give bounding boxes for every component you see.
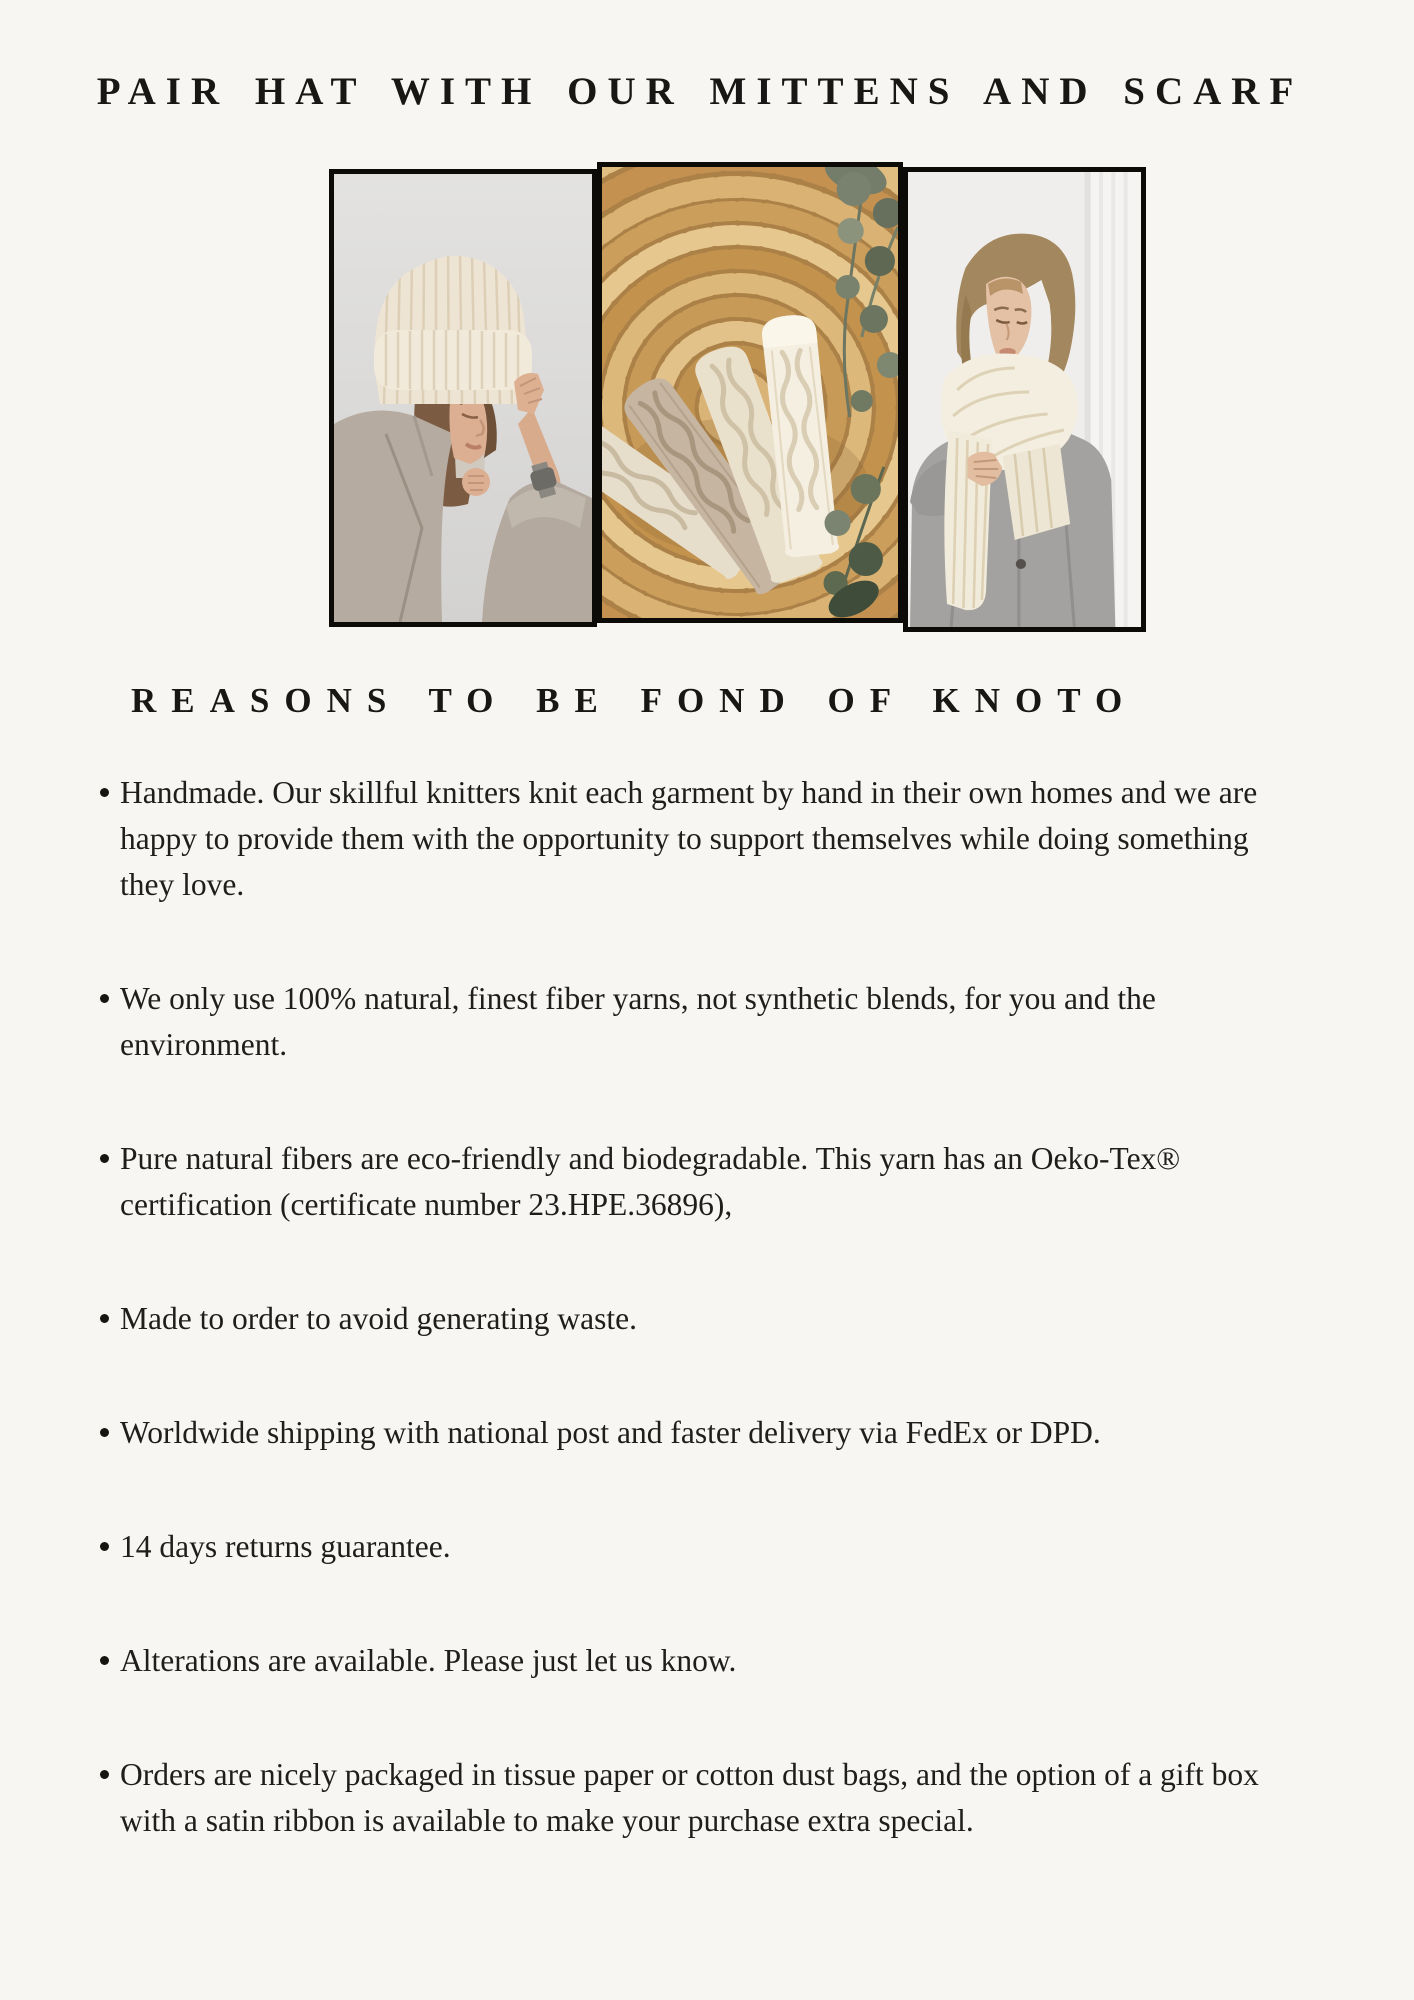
- photo-model-hat: [329, 169, 597, 627]
- reasons-list: [100, 770, 1265, 1912]
- photo-collage: [329, 162, 1149, 634]
- reason-item: 14 days returns guarantee.: [100, 1524, 1265, 1570]
- reason-item: Orders are nicely packaged in tissue paper or cotton dust bags, and the option of a gift box with a satin ribbon is available to make your purchase extra special.: [100, 1752, 1265, 1844]
- hat-photo-illustration: [334, 174, 592, 622]
- reason-item: Made to order to avoid generating waste.: [100, 1296, 1265, 1342]
- reason-item: Pure natural fibers are eco-friendly and biodegradable. This yarn has an Oeko-Tex® certification (certificate number 23.HPE.36896),: [100, 1136, 1265, 1228]
- reason-item: Worldwide shipping with national post and faster delivery via FedEx or DPD.: [100, 1410, 1265, 1456]
- reason-item: We only use 100% natural, finest fiber yarns, not synthetic blends, for you and the environment.: [100, 976, 1265, 1068]
- reason-item: Alterations are available. Please just let us know.: [100, 1638, 1265, 1684]
- reasons-title: REASONS TO BE FOND OF KNOTO: [131, 681, 1138, 720]
- mittens-photo-illustration: [602, 167, 898, 618]
- photo-mittens-wicker: [597, 162, 903, 623]
- pair-title: PAIR HAT WITH OUR MITTENS AND SCARF: [96, 70, 1304, 113]
- scarf-photo-illustration: [908, 172, 1141, 627]
- reason-item: Handmade. Our skillful knitters knit each garment by hand in their own homes and we are happy to provide them with the opportunity to support themselves while doing something they love.: [100, 770, 1265, 908]
- photo-model-scarf: [903, 167, 1146, 632]
